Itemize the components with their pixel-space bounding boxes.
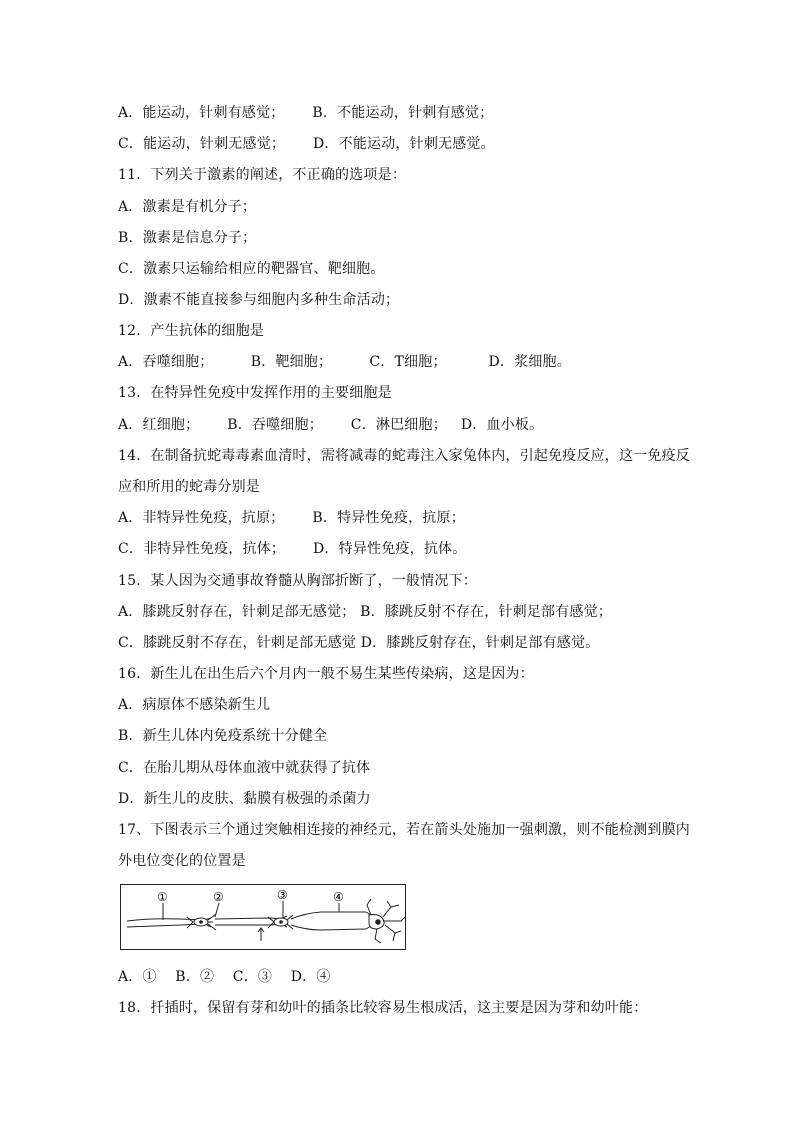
q15-stem: 15．某人因为交通事故脊髓从胸部折断了，一般情况下： — [118, 573, 478, 589]
q12-options: A．吞噬细胞； B．靶细胞； C．T细胞； D．浆细胞。 — [118, 354, 571, 370]
q10-options-ab: A．能运动，针刺有感觉； B．不能运动，针刺有感觉； — [118, 105, 494, 121]
label-2: ② — [213, 890, 224, 904]
q16-option-b: B．新生儿体内免疫系统十分健全 — [118, 728, 328, 744]
q11-option-d: D．激素不能直接参与细胞内多种生命活动； — [118, 292, 400, 308]
q17-stem-line2: 外电位变化的位置是 — [118, 853, 246, 869]
label-pointers — [163, 901, 339, 920]
label-3: ③ — [277, 888, 288, 902]
q13-options: A．红细胞； B．吞噬细胞； C．淋巴细胞； D．血小板。 — [118, 417, 544, 433]
label-1: ① — [157, 890, 168, 904]
neuron-diagram — [120, 884, 406, 950]
neuron-2 — [187, 914, 288, 930]
q14-stem-line1: 14．在制备抗蛇毒毒素血清时，需将减毒的蛇毒注入家兔体内，引起免疫反应，这一免疫反 — [118, 448, 691, 464]
q18-stem: 18．扦插时，保留有芽和幼叶的插条比较容易生根成活，这主要是因为芽和幼叶能： — [118, 1000, 648, 1016]
q15-options-ab: A．膝跳反射存在，针刺足部无感觉； B．膝跳反射不存在，针刺足部有感觉； — [118, 604, 613, 620]
q16-option-c: C．在胎儿期从母体血液中就获得了抗体 — [118, 760, 371, 776]
q11-option-b: B．激素是信息分子； — [118, 230, 257, 246]
q14-stem-line2: 应和所用的蛇毒分别是 — [118, 479, 260, 495]
q13-stem: 13．在特异性免疫中发挥作用的主要细胞是 — [118, 385, 392, 401]
q14-options-cd: C．非特异性免疫，抗体； D．特异性免疫，抗体。 — [118, 541, 467, 557]
q14-options-ab: A．非特异性免疫，抗原； B．特异性免疫，抗原； — [118, 510, 465, 526]
q12-stem: 12．产生抗体的细胞是 — [118, 323, 265, 339]
q11-option-c: C．激素只运输给相应的靶器官、靶细胞。 — [118, 261, 385, 277]
stimulus-arrow-icon — [258, 928, 264, 941]
q11-option-a: A．激素是有机分子； — [118, 199, 257, 215]
q16-stem: 16．新生儿在出生后六个月内一般不易生某些传染病，这是因为： — [118, 666, 534, 682]
q16-option-d: D．新生儿的皮肤、黏膜有极强的杀菌力 — [118, 791, 371, 807]
q15-options-cd: C．膝跳反射不存在，针刺足部无感觉 D．膝跳反射存在，针刺足部有感觉。 — [118, 635, 600, 651]
neuron-diagram-svg — [121, 885, 405, 949]
q11-stem: 11．下列关于激素的阐述，不正确的选项是： — [118, 167, 407, 183]
q17-options: A．① B．② C．③ D．④ — [118, 969, 331, 985]
neuron-4 — [367, 899, 405, 943]
label-4: ④ — [333, 890, 344, 904]
q17-stem-line1: 17、下图表示三个通过突触相连接的神经元，若在箭头处施加一强刺激，则不能检测到膜内 — [118, 822, 691, 838]
q16-option-a: A．病原体不感染新生儿 — [118, 697, 271, 713]
q10-options-cd: C．能运动，针刺无感觉； D．不能运动，针刺无感觉。 — [118, 136, 495, 152]
